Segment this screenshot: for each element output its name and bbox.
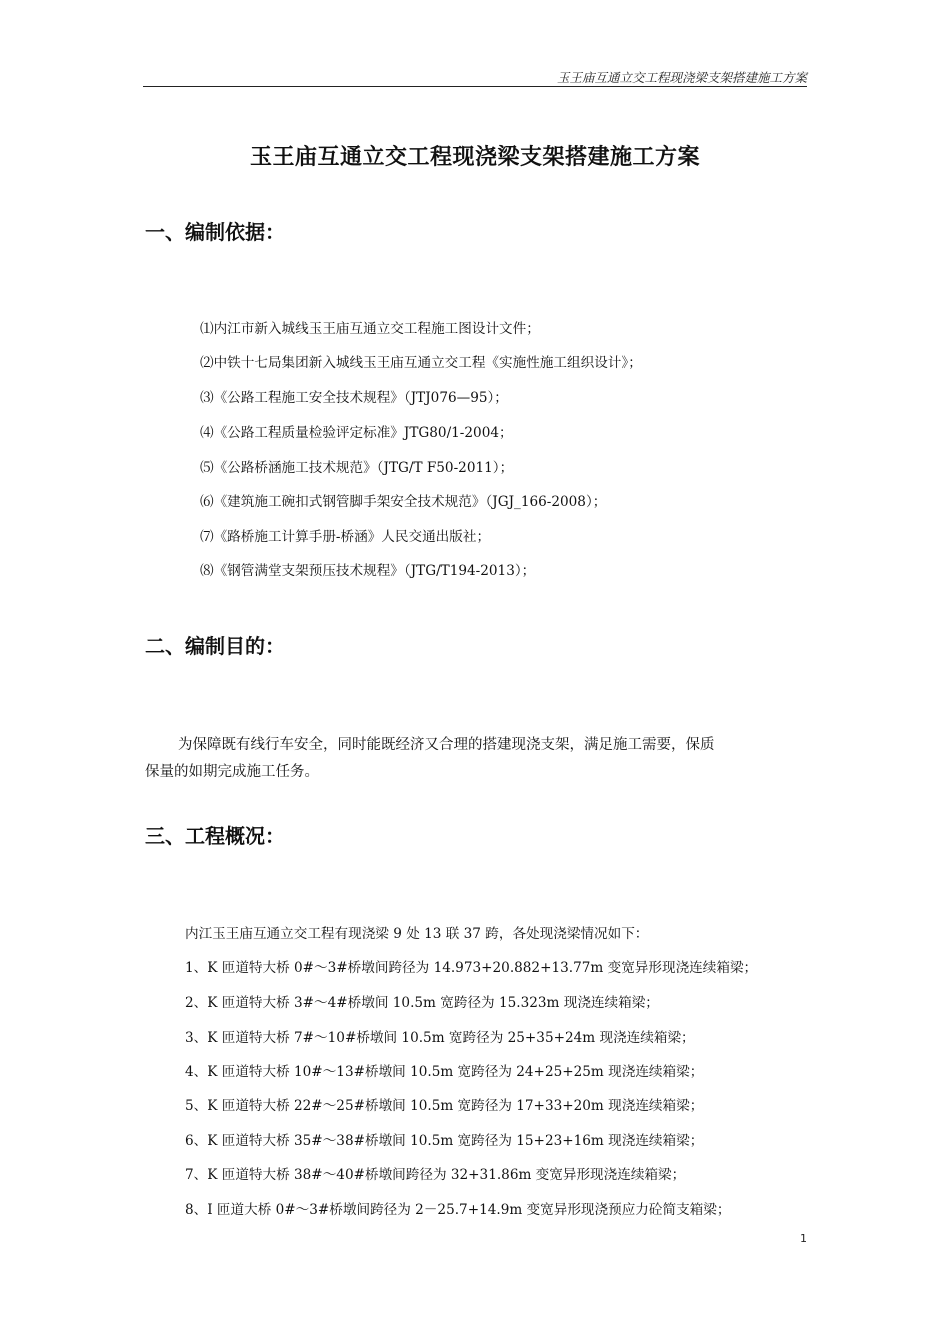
section-heading-basis: 一、编制依据： <box>145 220 285 244</box>
overview-intro: 内江玉王庙互通立交工程有现浇梁 9 处 13 联 37 跨，各处现浇梁情况如下： <box>185 926 649 942</box>
overview-item: 4、K 匝道特大桥 10#～13#桥墩间 10.5m 宽跨径为 24+25+25m 现浇连续箱梁； <box>185 1064 704 1080</box>
overview-item: 1、K 匝道特大桥 0#～3#桥墩间跨径为 14.973+20.882+13.77m 变宽异形现浇连续箱梁； <box>185 960 758 976</box>
overview-item: 6、K 匝道特大桥 35#～38#桥墩间 10.5m 宽跨径为 15+23+16m 现浇连续箱梁； <box>185 1133 704 1149</box>
reference-item: ⑵中铁十七局集团新入城线玉王庙互通立交工程《实施性施工组织设计》； <box>200 355 642 371</box>
document-title: 玉王庙互通立交工程现浇梁支架搭建施工方案 <box>249 144 700 170</box>
reference-item: ⑻《钢管满堂支架预压技术规程》（JTG/T194-2013）； <box>200 563 536 579</box>
header-rule <box>143 86 807 87</box>
running-header: 玉王庙互通立交工程现浇梁支架搭建施工方案 <box>556 70 807 85</box>
reference-item: ⑸《公路桥涵施工技术规范》（JTG/T F50-2011）； <box>200 460 514 476</box>
reference-item: ⑶《公路工程施工安全技术规程》（JTJ076—95）； <box>200 390 508 406</box>
purpose-paragraph-line: 保量的如期完成施工任务。 <box>145 764 319 780</box>
overview-item: 7、K 匝道特大桥 38#～40#桥墩间跨径为 32+31.86m 变宽异形现浇连续箱梁； <box>185 1167 686 1183</box>
page-number: 1 <box>800 1232 807 1245</box>
reference-item: ⑺《路桥施工计算手册-桥涵》人民交通出版社； <box>200 529 491 545</box>
purpose-paragraph-line: 为保障既有线行车安全，同时能既经济又合理的搭建现浇支架，满足施工需要，保质 <box>178 737 715 753</box>
overview-item: 2、K 匝道特大桥 3#～4#桥墩间 10.5m 宽跨径为 15.323m 现浇连续箱梁； <box>185 995 659 1011</box>
overview-item: 5、K 匝道特大桥 22#～25#桥墩间 10.5m 宽跨径为 17+33+20m 现浇连续箱梁； <box>185 1098 704 1114</box>
reference-item: ⑷《公路工程质量检验评定标准》JTG80/1-2004； <box>200 425 513 441</box>
overview-item: 8、I 匝道大桥 0#～3#桥墩间跨径为 2－25.7+14.9m 变宽异形现浇预应力砼简支箱梁； <box>185 1202 731 1218</box>
section-heading-overview: 三、工程概况： <box>145 824 285 848</box>
overview-item: 3、K 匝道特大桥 7#～10#桥墩间 10.5m 宽跨径为 25+35+24m 现浇连续箱梁； <box>185 1030 695 1046</box>
reference-item: ⑴内江市新入城线玉王庙互通立交工程施工图设计文件； <box>200 321 540 337</box>
reference-item: ⑹《建筑施工碗扣式钢管脚手架安全技术规范》（JGJ_166-2008）； <box>200 494 607 510</box>
section-heading-purpose: 二、编制目的： <box>145 634 285 658</box>
